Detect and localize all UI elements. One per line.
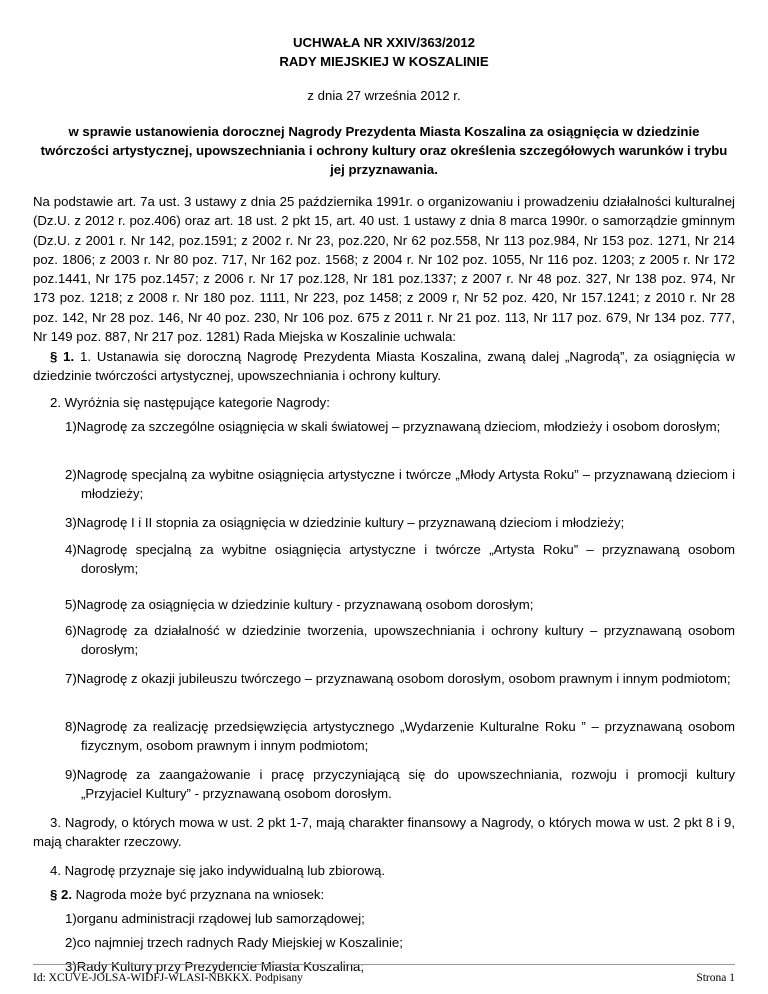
applicant-item: 3)Rady Kultury przy Prezydencie Miasta Koszalina; <box>65 959 365 974</box>
category-item: 9)Nagrodę za zaangażowanie i pracę przyczyniającą się do upowszechniania, rozwoju i promocji kultury „Przyjaciel Kultury” - przyznawaną osobom dorosłym. <box>65 767 735 801</box>
footer-document-id: Id: XCUVE-JOLSA-WIDFJ-WLASI-NBKKX. Podpisany <box>33 972 303 984</box>
section-1-text: 1. Ustanawia się doroczną Nagrodę Prezydenta Miasta Koszalina, zwaną dalej „Nagrodą”, za osiągnięcia w dziedzinie twórczości artystycznej, upowszechniania i ochrony kultury. <box>33 349 735 383</box>
section-1-label: § 1. <box>50 349 75 364</box>
category-item: 3)Nagrodę I i II stopnia za osiągnięcia w dziedzinie kultury – przyznawaną dzieciom i młodzieży; <box>65 515 625 530</box>
section-1-paragraph-2: 2. Wyróżnia się następujące kategorie Nagrody: <box>50 395 330 410</box>
section-2-intro <box>33 885 735 904</box>
category-item: 2)Nagrodę specjalną za wybitne osiągnięcia artystyczne i twórcze „Młody Artysta Roku” – przyznawaną dzieciom i młodzieży; <box>65 467 735 501</box>
resolution-number: UCHWAŁA NR XXIV/363/2012 <box>293 35 475 50</box>
category-item: 1)Nagrodę za szczególne osiągnięcia w skali światowej – przyznawaną dzieciom, młodzieży i osobom dorosłym; <box>65 419 721 434</box>
category-item: 5)Nagrodę za osiągnięcia w dziedzinie kultury - przyznawaną osobom dorosłym; <box>65 597 534 612</box>
section-2-label: § 2. <box>50 887 72 902</box>
category-item: 8)Nagrodę za realizację przedsięwzięcia artystycznego „Wydarzenie Kulturalne Roku ” – przyznawaną osobom fizycznym, osobom prawnym i innym podmiotom; <box>65 719 735 753</box>
council-name: RADY MIEJSKIEJ W KOSZALINIE <box>279 54 489 69</box>
resolution-subject: w sprawie ustanowienia dorocznej Nagrody Prezydenta Miasta Koszalina za osiągnięcia w dziedzinie twórczości artystycznej, upowszechniania i ochrony kultury oraz określenia szczegółowych warunków i trybu jej przyznawania. <box>40 124 728 177</box>
category-item: 7)Nagrodę z okazji jubileuszu twórczego – przyznawaną osobom dorosłym, osobom prawnym i innym podmiotom; <box>65 671 731 686</box>
section-1-paragraph-3: 3. Nagrody, o których mowa w ust. 2 pkt 1-7, mają charakter finansowy a Nagrody, o których mowa w ust. 2 pkt 8 i 9, mają charakter rzeczowy. <box>33 815 735 849</box>
section-2-text: Nagroda może być przyznana na wniosek: <box>72 887 325 902</box>
category-item: 6)Nagrodę za działalność w dziedzinie tworzenia, upowszechniania i ochrony kultury – przyznawaną osobom dorosłym; <box>65 623 735 657</box>
section-1-paragraph-1 <box>33 347 735 385</box>
applicant-item: 1)organu administracji rządowej lub samorządowej; <box>65 911 365 926</box>
footer-page-number: Strona 1 <box>696 972 735 984</box>
resolution-date: z dnia 27 września 2012 r. <box>307 88 461 103</box>
applicant-item: 2)co najmniej trzech radnych Rady Miejskiej w Koszalinie; <box>65 935 403 950</box>
footer-divider <box>33 964 735 965</box>
category-item: 4)Nagrodę specjalną za wybitne osiągnięcia artystyczne i twórcze „Artysta Roku” – przyznawaną osobom dorosłym; <box>65 542 735 576</box>
legal-basis: Na podstawie art. 7a ust. 3 ustawy z dnia 25 października 1991r. o organizowaniu i prowadzeniu działalności kulturalnej (Dz.U. z 2012 r. poz.406) oraz art. 18 ust. 2 pkt 15, art. 40 ust. 1 ustawy z dnia 8 marca 1990r. o samorządzie gminnym (Dz.U. z 2001 r. Nr 142, poz.1591; z 2002 r. Nr 23, poz.220, Nr 62 poz.558, Nr 113 poz.984, Nr 153 poz. 1271, Nr 214 poz. 1806; z 2003 r. Nr 80 poz. 717, Nr 162 poz. 1568; z 2004 r. Nr 102 poz. 1055, Nr 116 poz. 1203; z 2005 r. Nr 172 poz.1441, Nr 175 poz.1457; z 2006 r. Nr 17 poz.128, Nr 181 poz.1337; z 2007 r. Nr 48 poz. 327, Nr 138 poz. 974, Nr 173 poz. 1218; z 2008 r. Nr 180 poz. 1111, Nr 223, poz 1458; z 2009 r, Nr 52 poz. 420, Nr 157.1241; z 2010 r. Nr 28 poz. 142, Nr 28 poz. 146, Nr 40 poz. 230, Nr 106 poz. 675 z 2011 r. Nr 21 poz. 113, Nr 117 poz. 679, Nr 134 poz. 777, Nr 149 poz. 887, Nr 217 poz. 1281) Rada Miejska w Koszalinie uchwala: <box>33 194 735 345</box>
section-1-paragraph-4: 4. Nagrodę przyznaje się jako indywidualną lub zbiorową. <box>50 863 386 878</box>
